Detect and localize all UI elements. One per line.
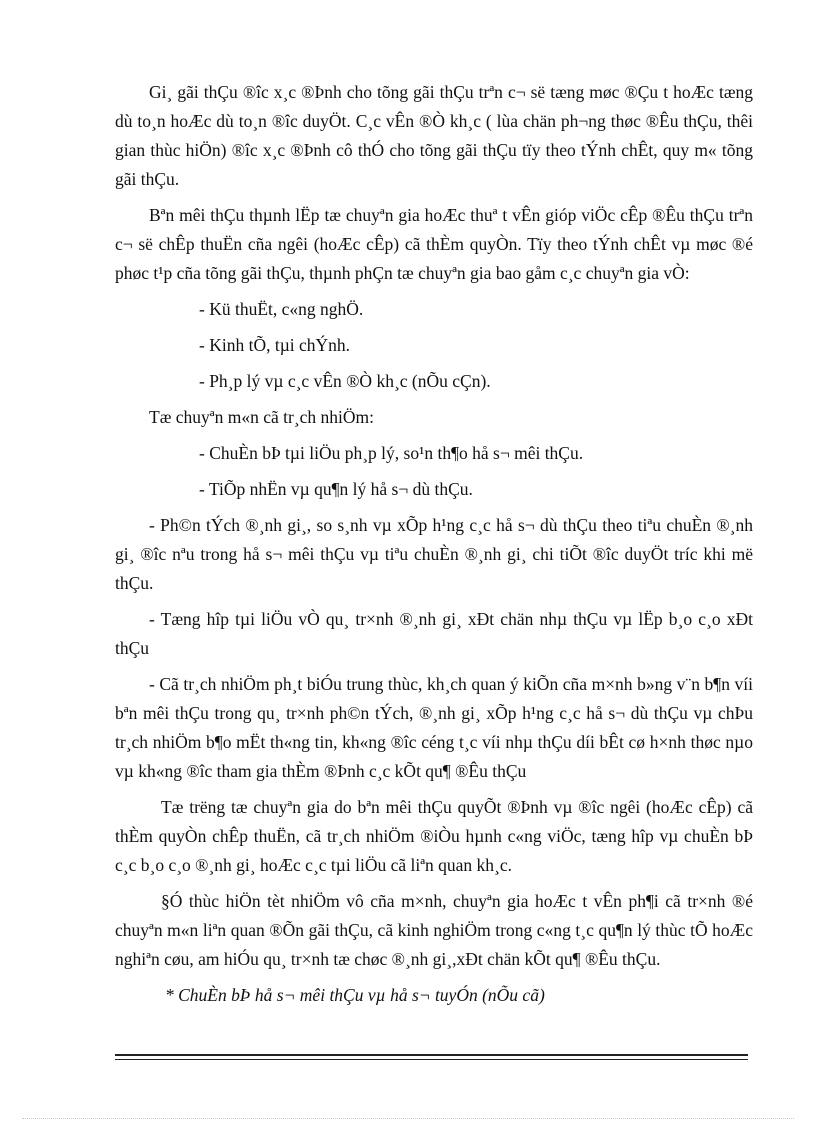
expert-list-item: - Kinh tÕ, tµi chÝnh. bbox=[199, 335, 351, 355]
footer-rule-thick bbox=[115, 1054, 748, 1056]
task-paragraph: - Cã tr¸ch nhiÖm ph¸t biÓu trung thùc, kh¸ch quan ý kiÕn cña m×nh b»ng v¨n b¶n víi bªn mêi thÇu trong qu¸ tr×nh ph©n tÝch, ®¸nh gi¸ xÕp h¹ng c¸c hå s¬ dù thÇu vµ chÞu tr¸ch nhiÖm b¶o mËt th«ng tin, kh«ng ®îc céng t¸c víi nhµ thÇu díi bÊt cø h×nh thøc nµo vµ kh«ng ®îc tham gia thÈm ®Þnh c¸c kÕt qu¶ ®Êu thÇu bbox=[115, 674, 753, 781]
responsibility-list-item: - TiÕp nhËn vµ qu¶n lý hå s¬ dù thÇu. bbox=[199, 479, 473, 499]
footer-rule-thin bbox=[115, 1059, 748, 1060]
responsibility-heading: Tæ chuyªn m«n cã tr¸ch nhiÖm: bbox=[149, 407, 374, 427]
expert-list-item: - Ph¸p lý vµ c¸c vÊn ®Ò kh¸c (nÕu cÇn). bbox=[199, 371, 491, 391]
page-edge bbox=[22, 1118, 794, 1119]
task-paragraph: - Tæng hîp tµi liÖu vÒ qu¸ tr×nh ®¸nh gi¸ xÐt chän nhµ thÇu vµ lËp b¸o c¸o xÐt thÇu bbox=[115, 609, 753, 658]
responsibility-list-item: - ChuÈn bÞ tµi liÖu ph¸p lý, so¹n th¶o hå s¬ mêi thÇu. bbox=[199, 443, 584, 463]
bid-price-paragraph: Gi¸ gãi thÇu ®îc x¸c ®Þnh cho tõng gãi thÇu trªn c¬ së tæng møc ®Çu t hoÆc tæng dù to¸n hoÆc dù to¸n ®îc duyÖt. C¸c vÊn ®Ò kh¸c ( lùa chän ph¬ng thøc ®Êu thÇu, thêi gian thùc hiÖn) ®îc x¸c ®Þnh cô thÓ cho tõng gãi thÇu tïy theo tÝnh chÊt, quy m« tõng gãi thÇu. bbox=[115, 82, 753, 189]
expert-team-paragraph: Bªn mêi thÇu thµnh lËp tæ chuyªn gia hoÆc thuª t vÊn gióp viÖc cÊp ®Êu thÇu trªn c¬ së chÊp thuËn cña ngêi (hoÆc cÊp) cã thÈm quyÒn. Tïy theo tÝnh chÊt vµ møc ®é phøc t¹p cña tõng gãi thÇu, thµnh phÇn tæ chuyªn gia bao gåm c¸c chuyªn gia vÒ: bbox=[115, 205, 753, 283]
italic-section-note: * ChuÈn bÞ hå s¬ mêi thÇu vµ hå s¬ tuyÓn (nÕu cã) bbox=[165, 985, 545, 1005]
team-leader-paragraph: Tæ trëng tæ chuyªn gia do bªn mêi thÇu quyÕt ®Þnh vµ ®îc ngêi (hoÆc cÊp) cã thÈm quyÒn chÊp thuËn, cã tr¸ch nhiÖm ®iÒu hµnh c«ng viÖc, tæng hîp vµ chuÈn bÞ c¸c b¸o c¸o ®¸nh gi¸ hoÆc c¸c tµi liÖu cã liªn quan kh¸c. bbox=[115, 797, 753, 875]
document-body bbox=[115, 78, 753, 1010]
task-paragraph: - Ph©n tÝch ®¸nh gi¸, so s¸nh vµ xÕp h¹ng c¸c hå s¬ dù thÇu theo tiªu chuÈn ®¸nh gi¸ ®îc nªu trong hå s¬ mêi thÇu vµ tiªu chuÈn ®¸nh gi¸ chi tiÕt ®îc duyÖt tríc khi më thÇu. bbox=[115, 515, 753, 593]
qualification-paragraph: §Ó thùc hiÖn tèt nhiÖm vô cña m×nh, chuyªn gia hoÆc t vÊn ph¶i cã tr×nh ®é chuyªn m«n liªn quan ®Õn gãi thÇu, cã kinh nghiÖm trong c«ng t¸c qu¶n lý thùc tÕ hoÆc nghiªn cøu, am hiÓu qu¸ tr×nh tæ chøc ®¸nh gi¸,xÐt chän kÕt qu¶ ®Êu thÇu. bbox=[115, 891, 753, 969]
expert-list-item: - Kü thuËt, c«ng nghÖ. bbox=[199, 299, 364, 319]
